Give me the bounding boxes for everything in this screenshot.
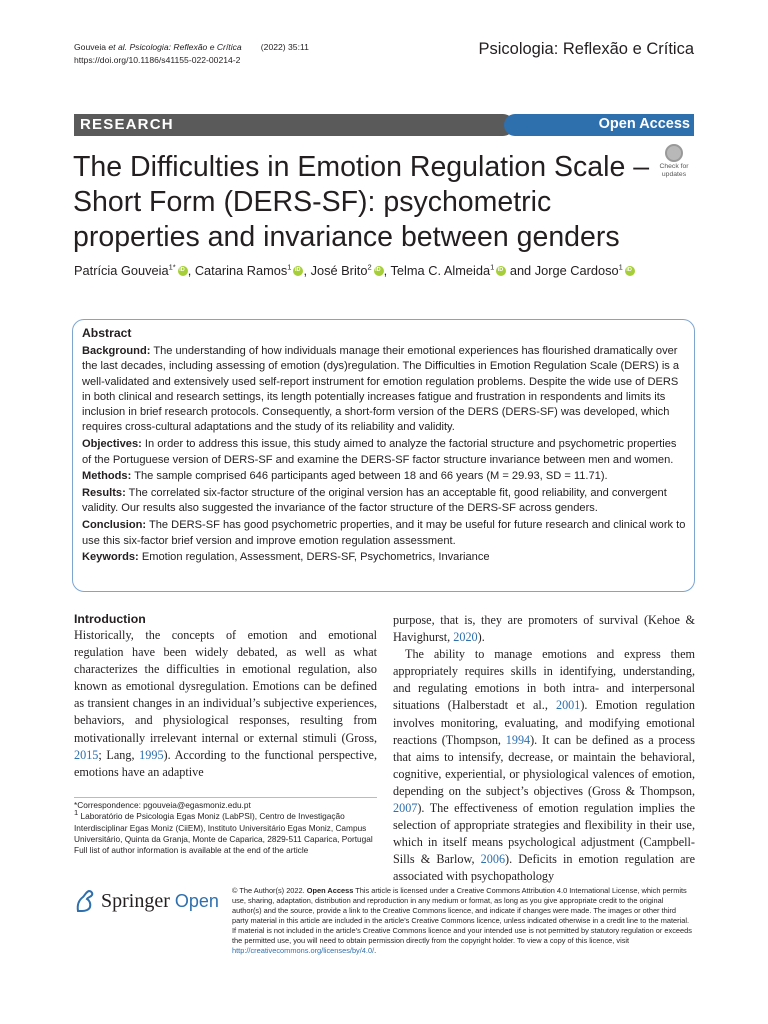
abstract-methods xyxy=(82,469,686,484)
footnotes xyxy=(74,797,377,856)
abstract-heading: Abstract xyxy=(82,326,132,340)
citation-link[interactable]: 2020 xyxy=(453,630,478,645)
keywords-text: Emotion regulation, Assessment, DERS-SF, Psychometrics, Invariance xyxy=(141,551,490,564)
research-label xyxy=(74,114,514,136)
author-name: Patrícia Gouveia xyxy=(74,263,169,278)
correspondence-note: *Correspondence: pgouveia@egasmoniz.edu.pt xyxy=(74,800,251,810)
open-access-text: Open Access xyxy=(598,116,690,132)
intro-paragraph-2 xyxy=(393,646,695,885)
research-text: RESEARCH xyxy=(80,116,174,133)
intro-paragraph-1-cont xyxy=(393,612,695,646)
springer-open-logo xyxy=(74,887,224,923)
citation-link[interactable]: 2006 xyxy=(480,852,506,867)
journal-name: Psicologia: Reflexão e Crítica xyxy=(478,40,694,58)
abstract-conclusion xyxy=(82,518,686,549)
author-name: and Jorge Cardoso xyxy=(506,263,619,278)
citation-doi[interactable]: https://doi.org/10.1186/s41155-022-00214-2 xyxy=(74,55,241,65)
author-list xyxy=(74,263,694,278)
conclusion-label: Conclusion: xyxy=(82,519,147,532)
objectives-text: In order to address this issue, this study aimed to analyze the factorial structure and psychometric properties of the Portuguese version of DERS-SF and examine the DERS-SF factor structure invariance between men and women. xyxy=(82,438,677,466)
intro-text: ). Emotion regulation involves monitoring, evaluating, and modifying emotional reactions (Thompson, xyxy=(393,698,695,747)
orcid-icon[interactable] xyxy=(178,266,188,276)
abstract-keywords xyxy=(82,550,686,565)
keywords-label: Keywords: xyxy=(82,551,139,564)
license-open-access: Open Access xyxy=(306,886,354,895)
introduction-heading: Introduction xyxy=(74,612,146,626)
orcid-icon[interactable] xyxy=(293,266,303,276)
check-line1: Check for xyxy=(659,163,689,170)
intro-text: The ability to manage emotions and express them appropriately requires skills in identifying, understanding, and regulating emotions in both intra- and interpersonal situations (Halberstadt et al., xyxy=(393,647,695,713)
author-sup: 1 xyxy=(490,262,495,272)
check-for-updates-icon xyxy=(665,144,683,162)
intro-text: ). According to the functional perspective, emotions have an adaptive xyxy=(74,747,377,779)
citation-link[interactable]: 2015 xyxy=(74,747,99,762)
license-statement xyxy=(232,886,694,956)
abstract-box xyxy=(72,319,695,592)
body-column-right xyxy=(393,612,695,886)
author-name: , Telma C. Almeida xyxy=(383,263,491,278)
intro-text: ; Lang, xyxy=(98,747,135,762)
affiliation-text: Laboratório de Psicologia Egas Moniz (LabPSI), Centro de Investigação Interdisciplinar Egas Moniz (CiiEM), Instituto Universitário Egas Moniz, Campus Universitário, Quinta da Granja, Monte de Caparica, 2829-511 Caparica, Portugal xyxy=(74,811,373,844)
affiliation-note xyxy=(74,808,377,845)
background-text: The understanding of how individuals manage their emotional experiences has flourished dramatically over the last decades, including assessing of emotion (dys)regulation. The Difficulties in Emotion Regulation Scale (DERS) is a well-validated and extensively used self-report instrument for emotion regulation problems. Despite the wide use of DERS in both clinical and research settings, its length potentially increases fatigue and frustration in respondents and limits its inclusion in brief research protocols. Consequently, a short-form version of the DERS (DERS-SF) was developed, which requires cross-cultural adaptations and the study of its reliability and validity. xyxy=(82,345,680,434)
citation-year-volume: (2022) 35:11 xyxy=(260,42,309,52)
springer-wordmark xyxy=(101,890,219,913)
license-url-link[interactable]: http://creativecommons.org/licenses/by/4.0/ xyxy=(232,946,375,955)
methods-text: The sample comprised 646 participants aged between 18 and 66 years (M = 29.93, SD = 11.71). xyxy=(134,470,608,483)
results-label: Results: xyxy=(82,487,126,500)
open-access-label xyxy=(504,114,694,136)
objectives-label: Objectives: xyxy=(82,438,142,451)
abstract-objectives xyxy=(82,437,686,468)
check-for-updates-text xyxy=(654,163,694,178)
springer-open: Open xyxy=(174,891,219,911)
author-info-note: Full list of author information is available at the end of the article xyxy=(74,845,309,856)
citation-link[interactable]: 2007 xyxy=(393,801,418,816)
results-text: The correlated six-factor structure of the original version has an acceptable fit, good reliability, and convergent validity. Our results also suggested the invariance of the factor structure of the DERS-SF across genders. xyxy=(82,487,667,515)
author-name: , Catarina Ramos xyxy=(187,263,288,278)
author-name: , José Brito xyxy=(303,263,368,278)
orcid-icon[interactable] xyxy=(496,266,506,276)
methods-label: Methods: xyxy=(82,470,132,483)
license-end: . xyxy=(374,946,377,955)
background-label: Background: xyxy=(82,345,151,357)
citation-journal: Psicologia: Reflexão e Crítica xyxy=(129,42,242,52)
intro-text: ). The effectiveness of emotion regulation implies the selection of appropriate strategies and flexibility in their use, which in itself means psychological adjustment (Campbell-Sills & Barlow, xyxy=(393,801,695,867)
author-sup: 2 xyxy=(367,262,372,272)
orcid-icon[interactable] xyxy=(625,266,635,276)
author-sup: 1 xyxy=(287,262,292,272)
check-for-updates-badge[interactable] xyxy=(654,142,694,182)
body-column-left xyxy=(74,612,377,781)
citation-authors: Gouveia xyxy=(74,42,107,52)
citation-et-al: et al. xyxy=(108,42,128,52)
article-citation xyxy=(74,41,309,67)
article-title: The Difficulties in Emotion Regulation Scale – Short Form (DERS-SF): psychometric properties and invariance between genders xyxy=(73,151,650,253)
license-text: This article is licensed under a Creative Commons Attribution 4.0 International License, which permits use, sharing, adaptation, distribution and reproduction in any medium or format, as long as you give appropriate credit to the original author(s) and the source, provide a link to the Creative Commons licence, and indicate if changes were made. The images or other third party material in this article are included in the article’s Creative Commons licence, unless indicated otherwise in a credit line to the material. If material is not included in the article’s Creative Commons licence and your intended use is not permitted by statutory regulation or exceeds the permitted use, you will need to obtain permission directly from the copyright holder. To view a copy of this licence, visit xyxy=(232,886,692,945)
abstract-background xyxy=(82,344,686,436)
intro-text: ). Deficits in emotion regulation are associated with psychopathology xyxy=(393,852,696,884)
author-sup: 1 xyxy=(618,262,623,272)
intro-text: ). It can be defined as a process that aims to intensify, decrease, or maintain the behavioral, cognitive, experiential, or physiological valences of emotion, depending on the subject’s objectives (Gross & Thompson, xyxy=(393,732,696,798)
abstract-results xyxy=(82,486,686,517)
intro-text: ). xyxy=(477,630,485,645)
license-copyright: © The Author(s) 2022. xyxy=(232,886,305,895)
conclusion-text: The DERS-SF has good psychometric properties, and it may be useful for future research and clinical work to use this six-factor brief version and improve emotion regulation assessment. xyxy=(82,519,686,547)
intro-paragraph-1 xyxy=(74,627,377,781)
citation-link[interactable]: 1995 xyxy=(139,747,164,762)
orcid-icon[interactable] xyxy=(374,266,384,276)
citation-link[interactable]: 2001 xyxy=(555,698,581,713)
author-sup: 1* xyxy=(168,262,176,272)
springer-name: Springer xyxy=(101,890,170,912)
intro-text: purpose, that is, they are promoters of survival (Kehoe & Havighurst, xyxy=(393,613,695,645)
springer-horse-icon xyxy=(74,889,96,913)
check-line2: updates xyxy=(661,170,687,178)
intro-text: Historically, the concepts of emotion and emotional regulation have been widely debated, as well as what characterizes the difficulties in emotional regulation, also known as emotional dysregulation. Emotions can be defined as transient changes in an individual’s subjective experiences, behaviors, and physiological responses, resulting from motivationally irrelevant internal or external stimuli (Gross, xyxy=(74,628,377,745)
citation-link[interactable]: 1994 xyxy=(505,732,531,747)
article-type-bar xyxy=(74,114,694,136)
affiliation-sup: 1 xyxy=(74,808,79,818)
